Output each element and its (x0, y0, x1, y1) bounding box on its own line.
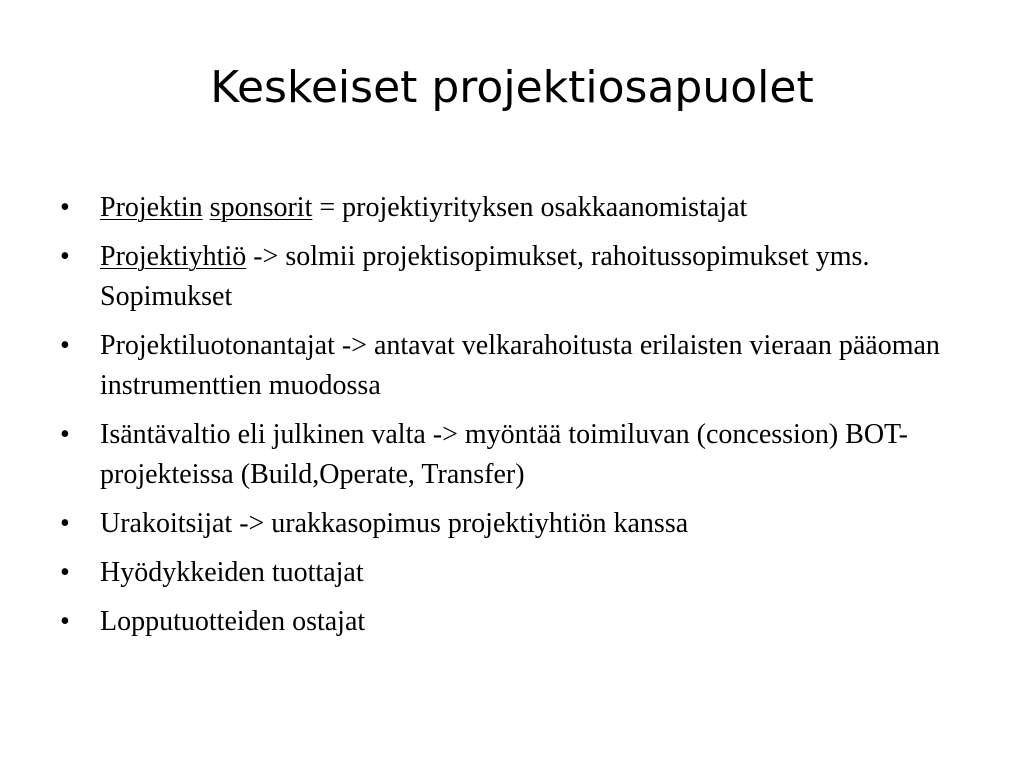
bullet-marker: • (60, 508, 70, 539)
text-projektiyhtio: Projektiyhtiö (100, 241, 247, 272)
bullet-marker: • (60, 330, 70, 361)
bullet-text: Lopputuotteiden ostajat (100, 606, 366, 637)
bullet-marker: • (60, 606, 70, 637)
bullet-item (60, 602, 960, 642)
bullet-item (60, 415, 960, 495)
bullet-marker: • (60, 419, 70, 450)
bullet-item (60, 326, 960, 406)
bullet-item (60, 188, 960, 228)
bullet-text: Isäntävaltio eli julkinen valta -> myöntää toimiluvan (concession) BOT-projekteissa (Build,Operate, Transfer) (100, 419, 908, 490)
bullet-text: Urakoitsijat -> urakkasopimus projektiyhtiön kanssa (100, 508, 689, 539)
bullet-text (100, 192, 747, 223)
bullet-marker: • (60, 557, 70, 588)
bullet-list (60, 188, 960, 651)
bullet-text (100, 241, 869, 312)
text-rest: -> solmii projektisopimukset, rahoitussopimukset yms. Sopimukset (100, 241, 870, 312)
text-rest: = projektiyrityksen osakkaanomistajat (312, 192, 748, 223)
bullet-text: Projektiluotonantajat -> antavat velkarahoitusta erilaisten vieraan pääoman instrumenttien muodossa (100, 330, 940, 401)
bullet-item (60, 504, 960, 544)
text-space (203, 192, 210, 223)
slide-title: Keskeiset projektiosapuolet (210, 62, 814, 113)
bullet-marker: • (60, 192, 70, 223)
text-sponsorit: sponsorit (209, 192, 313, 223)
text-projektin: Projektin (100, 192, 203, 223)
bullet-item (60, 553, 960, 593)
bullet-item (60, 237, 960, 317)
bullet-marker: • (60, 241, 70, 272)
bullet-text: Hyödykkeiden tuottajat (100, 557, 364, 588)
